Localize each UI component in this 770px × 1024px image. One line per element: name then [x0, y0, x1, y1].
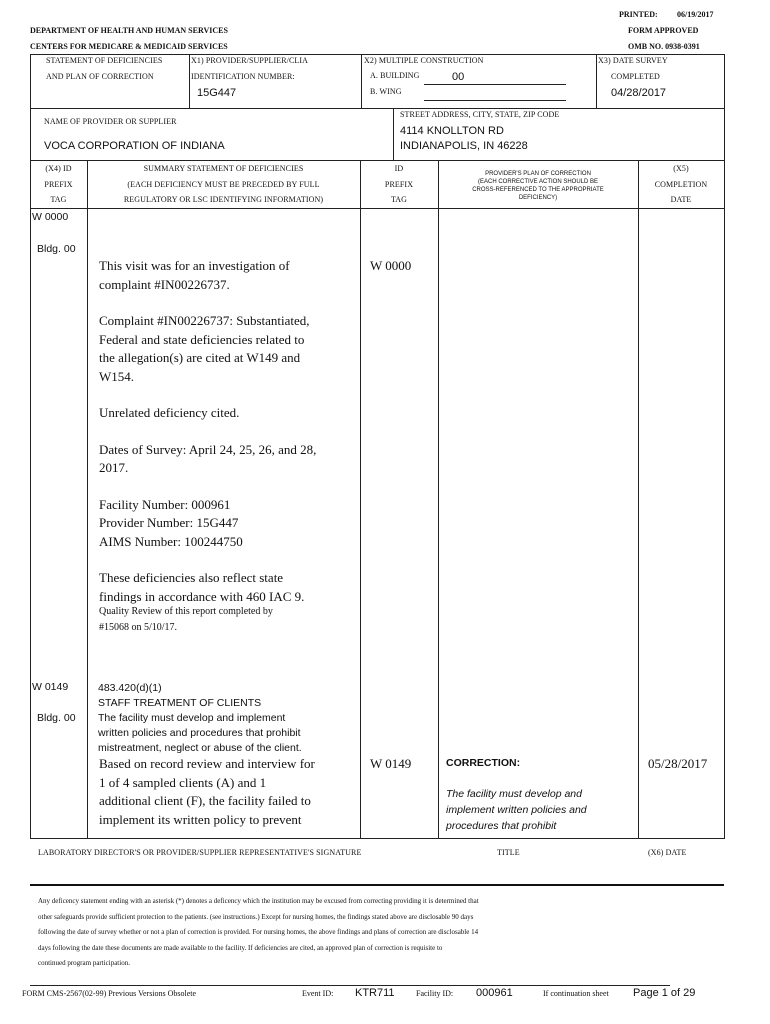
correction-text: The facility must develop and implement written policies and procedures that prohibit [446, 788, 587, 832]
completion-label: COMPLETION [654, 180, 708, 189]
provider-name-label: NAME OF PROVIDER OR SUPPLIER [44, 117, 177, 126]
address-line1: 4114 KNOLLTON RD [400, 125, 504, 137]
summary-header-line1: SUMMARY STATEMENT OF DEFICIENCIES [143, 164, 304, 173]
plan-header-line1: PROVIDER'S PLAN OF CORRECTION [485, 171, 591, 177]
printed-label: PRINTED: [619, 10, 658, 19]
entry2-finding: Based on record review and interview for 1 of 4 sampled clients (A) and 1 additional client (F), the facility failed to implement its written policy to prevent [99, 756, 315, 827]
title-label: TITLE [497, 848, 520, 857]
entry2-bldg: Bldg. 00 [37, 712, 76, 724]
id-label: ID [394, 164, 404, 173]
entry2-id-prefix: W 0149 [370, 756, 412, 771]
building-label: A. BUILDING [370, 71, 420, 80]
multiple-construction-label: X2) MULTIPLE CONSTRUCTION [364, 56, 484, 65]
statement-label: STATEMENT OF DEFICIENCIES [46, 56, 163, 65]
building-value: 00 [452, 71, 465, 83]
disclaimer: Any deficency statement ending with an asterisk (*) denotes a deficency which the institution may be excused from correcting providing it is determined that other safeguards provide sufficient protection to the patients. (see instructions.) Except for nursing homes, the findings stated above are disclosable 90 days following the date of survey whether or not a plan of correction is provided. For nursing homes, the above findings and plans of correction are disclosable 14 days following the date these documents are made available to the facility. If deficiencies are cited, an approved plan of correction is requisite to continued program participation. [38, 897, 479, 967]
signature-label: LABORATORY DIRECTOR'S OR PROVIDER/SUPPLIER REPRESENTATIVE'S SIGNATURE [38, 848, 362, 857]
omb-number: OMB NO. 0938-0391 [628, 42, 700, 51]
x4-tag-label: TAG [50, 195, 67, 204]
x4-id-label: (X4) ID [45, 164, 72, 173]
wing-label: B. WING [370, 87, 402, 96]
address-label: STREET ADDRESS, CITY, STATE, ZIP CODE [400, 110, 560, 119]
form-approved: FORM APPROVED [628, 26, 699, 35]
plan-of-correction-label: AND PLAN OF CORRECTION [46, 72, 154, 81]
facility-id-label: Facility ID: [416, 989, 454, 998]
id-prefix-label: PREFIX [384, 180, 414, 189]
centers-name: CENTERS FOR MEDICARE & MEDICAID SERVICES [30, 42, 228, 51]
plan-header-line4: DEFICIENCY) [518, 195, 558, 201]
entry1-id-prefix: W 0000 [370, 258, 412, 273]
x4-prefix-label: PREFIX [44, 180, 73, 189]
provider-id-label: X1) PROVIDER/SUPPLIER/CLIA [191, 56, 309, 65]
survey-completed-date: 04/28/2017 [611, 87, 667, 99]
completion-date: 05/28/2017 [648, 756, 708, 771]
date-survey-label: X3) DATE SURVEY [598, 56, 668, 65]
address-line2: INDIANAPOLIS, IN 46228 [400, 140, 528, 152]
correction-label: CORRECTION: [446, 757, 521, 769]
provider-name-value: VOCA CORPORATION OF INDIANA [44, 140, 225, 152]
date-label: DATE [670, 195, 692, 204]
dept-name: DEPARTMENT OF HEALTH AND HUMAN SERVICES [30, 26, 228, 35]
entry1-tag: W 0000 [32, 211, 69, 223]
continuation-label: If continuation sheet [543, 989, 609, 998]
x6-date-label: (X6) DATE [648, 848, 687, 857]
form-number: FORM CMS-2567(02-99) Previous Versions Obsolete [22, 989, 197, 998]
entry1-text: This visit was for an investigation of complaint #IN00226737. Complaint #IN00226737: Substantiated, Federal and state deficiencies related to the allegation(s) are cited at W149 and W154. Unrelated deficiency cited. Dates of Survey: April 24, 25, 26, and 28, 2017. Facility Number: 000961 Provider Number: 15G447 AIMS Number: 100244750 These deficiencies also reflect state findings in accordance with 460 IAC 9. [99, 258, 317, 604]
entry2-regulation: 483.420(d)(1) STAFF TREATMENT OF CLIENTS The facility must develop and implement written policies and procedures that prohibit mistreatment, neglect or abuse of the client. [98, 682, 302, 754]
entry1-bldg: Bldg. 00 [37, 243, 76, 255]
summary-header-line2: (EACH DEFICIENCY MUST BE PRECEDED BY FULL [127, 180, 320, 189]
event-id-value: KTR711 [355, 987, 395, 999]
provider-id-value: 15G447 [197, 87, 237, 99]
printed-date: 06/19/2017 [677, 10, 714, 19]
facility-id-value: 000961 [476, 987, 513, 999]
id-tag-label: TAG [390, 195, 408, 204]
plan-header-line2: (EACH CORRECTIVE ACTION SHOULD BE [477, 179, 599, 185]
event-id-label: Event ID: [302, 989, 334, 998]
completed-label: COMPLETED [611, 72, 660, 81]
page-number: Page 1 of 29 [633, 987, 696, 999]
entry1-quality-review: Quality Review of this report completed by #15068 on 5/10/17. [99, 606, 273, 633]
entry2-tag: W 0149 [32, 681, 69, 693]
x5-label: (X5) [673, 164, 689, 173]
identification-label: IDENTIFICATION NUMBER: [191, 72, 295, 81]
plan-header-line3: CROSS-REFERENCED TO THE APPROPRIATE [472, 187, 604, 193]
summary-header-line3: REGULATORY OR LSC IDENTIFYING INFORMATION) [123, 195, 324, 204]
